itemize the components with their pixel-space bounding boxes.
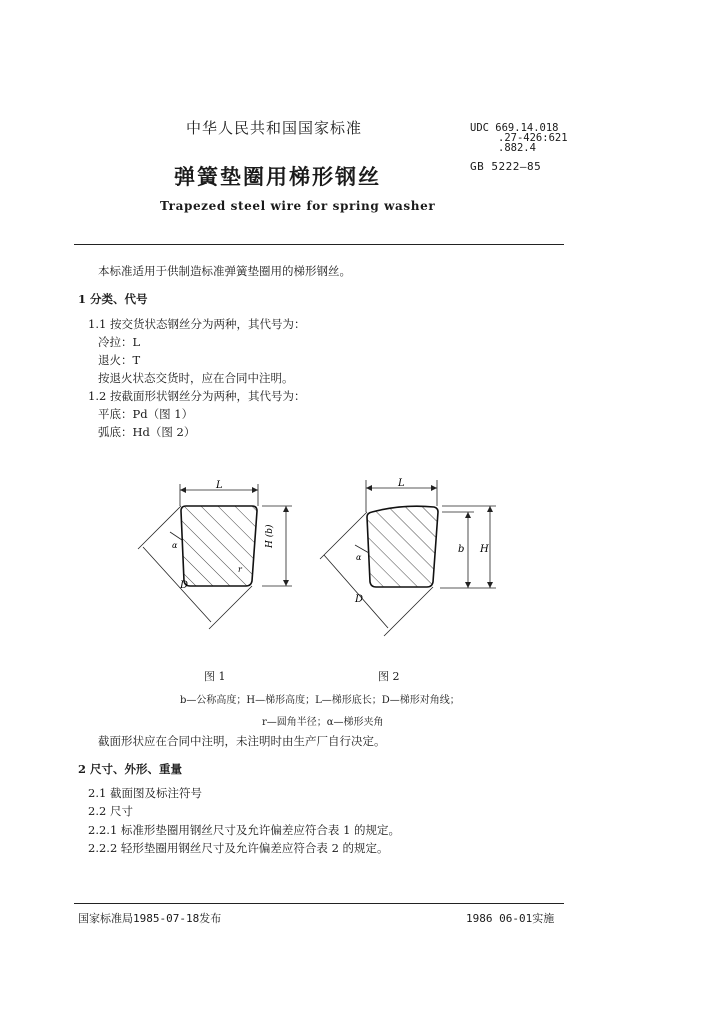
issuing-authority: 中华人民共和国国家标准 xyxy=(186,119,363,137)
clause-1-1: 1.1 按交货状态钢丝分为两种，其代号为： xyxy=(88,317,306,331)
clause-2-2: 2.2 尺寸 xyxy=(88,804,133,818)
fig1-label-alpha: α xyxy=(172,541,178,550)
udc-line-1: UDC 669.14.018 xyxy=(470,122,559,134)
fig2-label-L: L xyxy=(398,478,405,489)
gb-standard-number: GB 5222—85 xyxy=(470,160,542,173)
figure-1-flat-bottom xyxy=(138,480,292,629)
section-2-heading: 2 尺寸、外形、重量 xyxy=(78,762,183,776)
fig1-label-D: D xyxy=(180,580,189,591)
fig2-label-alpha: α xyxy=(356,553,362,562)
code-cold-drawn: 冷拉：L xyxy=(98,335,141,349)
figure-1-caption: 图 1 xyxy=(204,670,226,683)
clause-2-2-2: 2.2.2 轻形垫圈用钢丝尺寸及允许偏差应符合表 2 的规定。 xyxy=(88,841,389,855)
figure-legend-line-2: r—圆角半径；α—梯形夹角 xyxy=(262,717,384,728)
fig1-label-H: H (b) xyxy=(265,524,275,548)
document-title-en: Trapezed steel wire for spring washer xyxy=(160,199,436,213)
fig1-label-L: L xyxy=(216,480,223,491)
udc-line-2: .27-426:621 xyxy=(498,132,568,144)
footer-divider xyxy=(74,903,564,904)
figure-2-caption: 图 2 xyxy=(378,670,400,683)
fig2-label-H: H xyxy=(480,544,489,555)
clause-2-2-1: 2.2.1 标准形垫圈用钢丝尺寸及允许偏差应符合表 1 的规定。 xyxy=(88,823,401,837)
figure-2-arc-bottom xyxy=(320,478,496,636)
fig2-label-b: b xyxy=(458,544,465,555)
section-1-heading: 1 分类、代号 xyxy=(78,292,148,306)
intro-paragraph: 本标准适用于供制造标准弹簧垫圈用的梯形钢丝。 xyxy=(98,264,351,278)
fig2-label-D: D xyxy=(355,594,364,605)
effective-date: 1986 06-01实施 xyxy=(466,912,555,925)
fig1-trapezoid-section xyxy=(181,506,257,586)
code-annealed: 退火：T xyxy=(98,353,141,367)
clause-2-1: 2.1 截面图及标注符号 xyxy=(88,786,202,800)
anneal-note: 按退火状态交货时，应在合同中注明。 xyxy=(98,371,294,385)
document-title-cn: 弹簧垫圈用梯形钢丝 xyxy=(174,164,381,189)
udc-line-3: .882.4 xyxy=(498,142,536,154)
code-flat-bottom: 平底：Pd（图 1） xyxy=(98,407,194,421)
figure-legend-line-1: b—公称高度；H—梯形高度；L—梯形底长；D—梯形对角线； xyxy=(180,695,460,706)
fig2-trapezoid-section xyxy=(367,506,438,587)
fig1-label-r: r xyxy=(238,565,242,574)
shape-note: 截面形状应在合同中注明，未注明时由生产厂自行决定。 xyxy=(98,734,386,748)
issue-date: 国家标准局1985-07-18发布 xyxy=(78,912,222,925)
clause-1-2: 1.2 按截面形状钢丝分为两种，其代号为： xyxy=(88,389,306,403)
code-arc-bottom: 弧底：Hd（图 2） xyxy=(98,425,196,439)
